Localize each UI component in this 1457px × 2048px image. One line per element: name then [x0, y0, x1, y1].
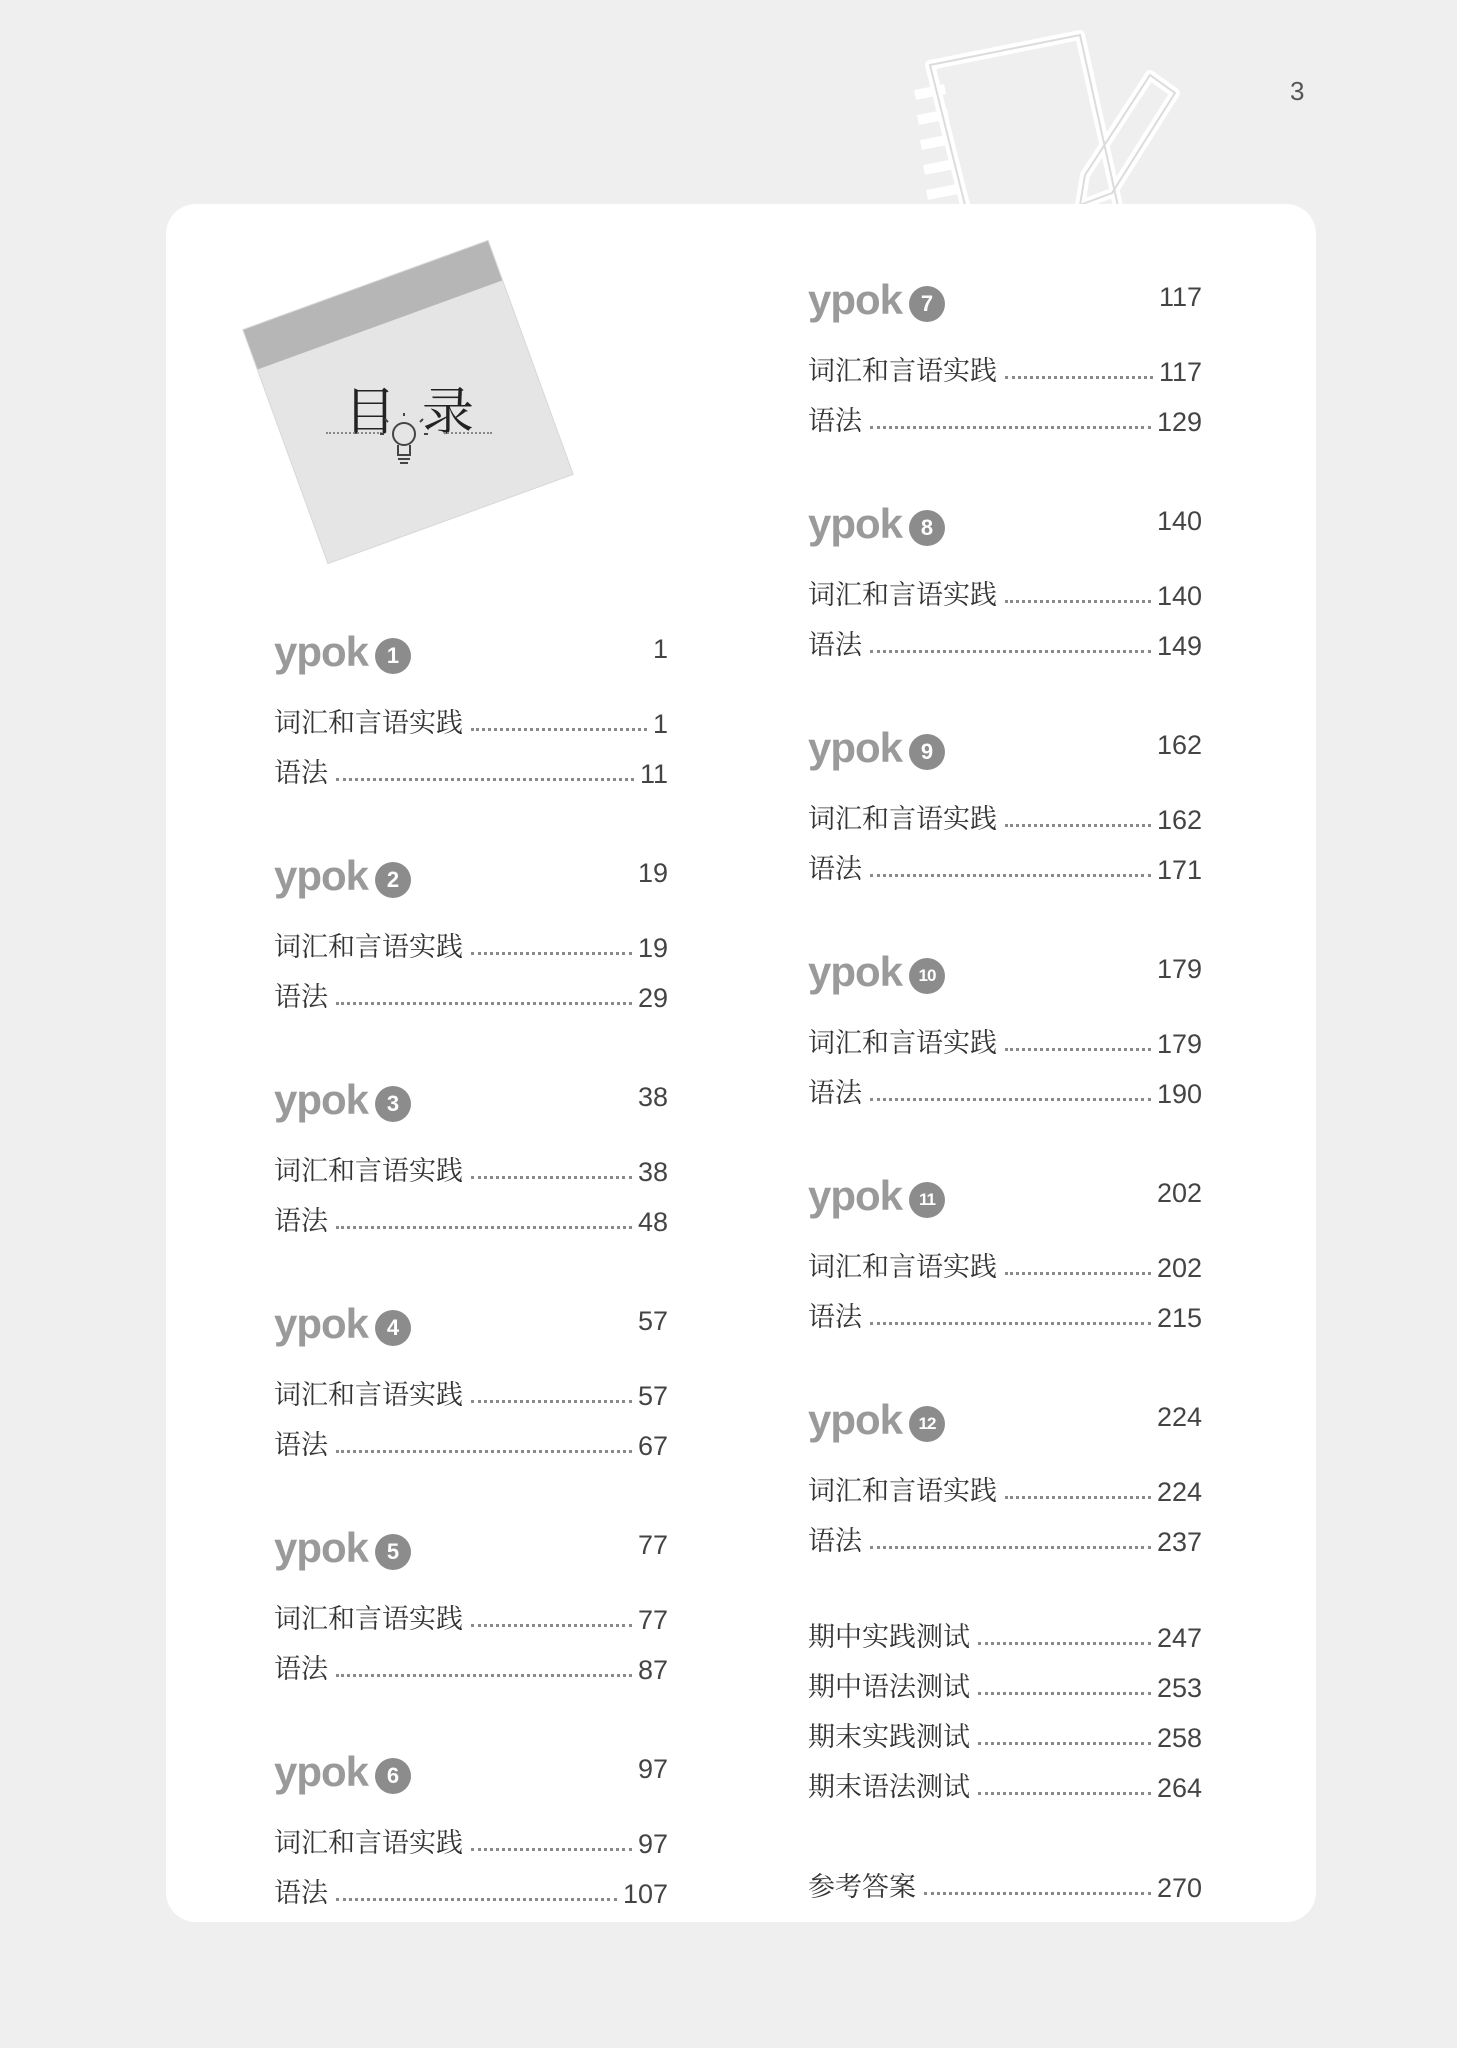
toc-unit — [274, 1300, 668, 1524]
unit-heading[interactable] — [274, 1524, 668, 1586]
entry-label: 词汇和言语实践 — [274, 932, 463, 963]
unit-heading[interactable] — [274, 852, 668, 914]
entry-page-number: 264 — [1156, 1773, 1202, 1803]
toc-unit — [808, 1396, 1202, 1620]
dot-leader — [978, 1692, 1151, 1695]
entry-page-number: 87 — [637, 1655, 668, 1685]
toc-unit — [274, 852, 668, 1076]
unit-page-number: 179 — [1156, 954, 1202, 984]
unit-word: ypok — [808, 276, 903, 323]
dot-leader — [471, 1848, 632, 1851]
toc-entry[interactable] — [808, 388, 1202, 438]
entry-label: 词汇和言语实践 — [274, 1380, 463, 1411]
entry-label: 词汇和言语实践 — [808, 1476, 997, 1507]
tests-list — [808, 1604, 1202, 1804]
entry-label: 期末语法测试 — [808, 1772, 970, 1803]
unit-word: ypok — [808, 500, 903, 547]
entry-label: 词汇和言语实践 — [808, 356, 997, 387]
entry-page-number: 67 — [637, 1431, 668, 1461]
dot-leader — [924, 1892, 1151, 1895]
dot-leader — [978, 1642, 1151, 1645]
page-number: 3 — [1290, 76, 1305, 106]
unit-heading[interactable] — [274, 628, 668, 690]
dot-leader — [336, 778, 634, 781]
entry-page-number: 129 — [1156, 407, 1202, 437]
unit-number-badge: 5 — [375, 1534, 411, 1570]
unit-number-badge: 6 — [375, 1758, 411, 1794]
dot-leader — [978, 1792, 1151, 1795]
unit-word: ypok — [274, 1300, 369, 1347]
toc-entry[interactable] — [274, 1810, 668, 1860]
entry-page-number: 202 — [1156, 1253, 1202, 1283]
unit-number-badge: 7 — [909, 286, 945, 322]
unit-number-badge: 9 — [909, 734, 945, 770]
toc-entry[interactable] — [274, 1362, 668, 1412]
dot-leader — [471, 1176, 632, 1179]
entry-label: 语法 — [274, 982, 328, 1013]
unit-number-badge: 2 — [375, 862, 411, 898]
entry-page-number: 140 — [1156, 581, 1202, 611]
toc-unit — [274, 628, 668, 852]
entry-page-number: 29 — [637, 983, 668, 1013]
toc-unit — [808, 724, 1202, 948]
unit-heading[interactable] — [274, 1300, 668, 1362]
toc-entry[interactable] — [808, 562, 1202, 612]
answers-list — [808, 1854, 1202, 1904]
toc-right-column — [808, 276, 1202, 1620]
unit-number-badge: 10 — [909, 958, 945, 994]
entry-label: 词汇和言语实践 — [808, 1252, 997, 1283]
dot-leader — [1005, 1048, 1151, 1051]
dot-leader — [1005, 376, 1153, 379]
dot-leader — [1005, 600, 1151, 603]
title-dots-left — [326, 432, 382, 434]
unit-heading[interactable] — [808, 948, 1202, 1010]
toc-entry[interactable] — [274, 690, 668, 740]
unit-number-badge: 3 — [375, 1086, 411, 1122]
unit-heading[interactable] — [808, 500, 1202, 562]
entry-label: 词汇和言语实践 — [808, 1028, 997, 1059]
entry-page-number: 224 — [1156, 1477, 1202, 1507]
unit-heading[interactable] — [274, 1748, 668, 1810]
entry-label: 语法 — [808, 1078, 862, 1109]
toc-unit — [274, 1748, 668, 1972]
unit-number-badge: 12 — [909, 1406, 945, 1442]
lightbulb-icon — [378, 412, 430, 472]
entry-page-number: 190 — [1156, 1079, 1202, 1109]
entry-page-number: 77 — [637, 1605, 668, 1635]
dot-leader — [471, 952, 632, 955]
toc-entry[interactable] — [274, 964, 668, 1014]
toc-entry[interactable] — [274, 1636, 668, 1686]
entry-page-number: 179 — [1156, 1029, 1202, 1059]
answers-entry[interactable] — [808, 1854, 1202, 1904]
entry-page-number: 237 — [1156, 1527, 1202, 1557]
unit-number-badge: 11 — [909, 1182, 945, 1218]
entry-page-number: 171 — [1156, 855, 1202, 885]
unit-word: ypok — [808, 1396, 903, 1443]
unit-page-number: 77 — [637, 1530, 668, 1560]
toc-entry[interactable] — [808, 1010, 1202, 1060]
toc-unit — [808, 500, 1202, 724]
unit-word: ypok — [808, 1172, 903, 1219]
unit-page-number: 117 — [1158, 282, 1202, 312]
dot-leader — [870, 1546, 1151, 1549]
entry-page-number: 270 — [1156, 1873, 1202, 1903]
unit-page-number: 162 — [1156, 730, 1202, 760]
unit-page-number: 38 — [637, 1082, 668, 1112]
unit-word: ypok — [274, 628, 369, 675]
unit-page-number: 1 — [652, 634, 668, 664]
dot-leader — [978, 1742, 1151, 1745]
toc-title: 目录 — [343, 383, 500, 443]
entry-page-number: 253 — [1156, 1673, 1202, 1703]
toc-entry[interactable] — [274, 1412, 668, 1462]
unit-word: ypok — [274, 1524, 369, 1571]
dot-leader — [471, 728, 647, 731]
toc-entry[interactable] — [274, 1860, 668, 1910]
dot-leader — [870, 650, 1151, 653]
unit-heading[interactable] — [808, 276, 1202, 338]
entry-page-number: 97 — [637, 1829, 668, 1859]
toc-unit — [808, 276, 1202, 500]
title-dots-right — [444, 432, 492, 434]
dot-leader — [336, 1226, 632, 1229]
entry-label: 期中语法测试 — [808, 1672, 970, 1703]
test-entry[interactable] — [808, 1754, 1202, 1804]
unit-page-number: 57 — [637, 1306, 668, 1336]
unit-page-number: 97 — [637, 1754, 668, 1784]
unit-page-number: 19 — [637, 858, 668, 888]
entry-label: 语法 — [808, 854, 862, 885]
entry-label: 期中实践测试 — [808, 1622, 970, 1653]
entry-label: 语法 — [274, 1430, 328, 1461]
toc-entry[interactable] — [808, 338, 1202, 388]
toc-entry[interactable] — [808, 1508, 1202, 1558]
unit-heading[interactable] — [274, 1076, 668, 1138]
toc-unit — [808, 948, 1202, 1172]
dot-leader — [1005, 1496, 1151, 1499]
unit-heading[interactable] — [808, 1396, 1202, 1458]
entry-page-number: 48 — [637, 1207, 668, 1237]
toc-unit — [808, 1172, 1202, 1396]
entry-label: 参考答案 — [808, 1872, 916, 1903]
toc-entry[interactable] — [808, 1284, 1202, 1334]
toc-entry[interactable] — [274, 1138, 668, 1188]
entry-page-number: 162 — [1156, 805, 1202, 835]
test-entry[interactable] — [808, 1704, 1202, 1754]
entry-label: 语法 — [808, 630, 862, 661]
entry-page-number: 38 — [637, 1157, 668, 1187]
entry-label: 语法 — [274, 1878, 328, 1909]
entry-label: 语法 — [808, 1526, 862, 1557]
toc-entry[interactable] — [808, 1234, 1202, 1284]
entry-page-number: 247 — [1156, 1623, 1202, 1653]
dot-leader — [870, 1322, 1151, 1325]
unit-page-number: 202 — [1156, 1178, 1202, 1208]
entry-page-number: 11 — [639, 759, 668, 789]
entry-label: 词汇和言语实践 — [274, 1828, 463, 1859]
unit-heading[interactable] — [808, 1172, 1202, 1234]
toc-entry[interactable] — [274, 1188, 668, 1238]
toc-entry[interactable] — [274, 1586, 668, 1636]
unit-word: ypok — [274, 852, 369, 899]
dot-leader — [336, 1450, 632, 1453]
toc-entry[interactable] — [808, 836, 1202, 886]
unit-number-badge: 4 — [375, 1310, 411, 1346]
entry-label: 语法 — [274, 1206, 328, 1237]
dot-leader — [336, 1898, 617, 1901]
entry-page-number: 117 — [1158, 357, 1202, 387]
toc-unit — [274, 1076, 668, 1300]
test-entry[interactable] — [808, 1654, 1202, 1704]
toc-entry[interactable] — [808, 612, 1202, 662]
entry-label: 期末实践测试 — [808, 1722, 970, 1753]
dot-leader — [870, 1098, 1151, 1101]
toc-entry[interactable] — [808, 786, 1202, 836]
notebook-pencil-decoration — [890, 25, 1180, 225]
entry-page-number: 107 — [622, 1879, 668, 1909]
toc-entry[interactable] — [274, 740, 668, 790]
entry-page-number: 57 — [637, 1381, 668, 1411]
test-entry[interactable] — [808, 1604, 1202, 1654]
toc-entry[interactable] — [274, 914, 668, 964]
dot-leader — [1005, 824, 1151, 827]
dot-leader — [336, 1674, 632, 1677]
dot-leader — [471, 1624, 632, 1627]
unit-number-badge: 8 — [909, 510, 945, 546]
dot-leader — [870, 426, 1151, 429]
entry-label: 语法 — [274, 1654, 328, 1685]
entry-page-number: 19 — [637, 933, 668, 963]
unit-page-number: 224 — [1156, 1402, 1202, 1432]
toc-entry[interactable] — [808, 1060, 1202, 1110]
unit-page-number: 140 — [1156, 506, 1202, 536]
dot-leader — [870, 874, 1151, 877]
unit-word: ypok — [274, 1076, 369, 1123]
dot-leader — [1005, 1272, 1151, 1275]
entry-label: 词汇和言语实践 — [274, 1156, 463, 1187]
entry-page-number: 1 — [652, 709, 668, 739]
entry-label: 语法 — [808, 1302, 862, 1333]
entry-page-number: 258 — [1156, 1723, 1202, 1753]
toc-unit — [274, 1524, 668, 1748]
entry-label: 词汇和言语实践 — [274, 1604, 463, 1635]
entry-label: 词汇和言语实践 — [274, 708, 463, 739]
entry-label: 语法 — [274, 758, 328, 789]
entry-page-number: 149 — [1156, 631, 1202, 661]
entry-label: 词汇和言语实践 — [808, 804, 997, 835]
unit-number-badge: 1 — [375, 638, 411, 674]
dot-leader — [471, 1400, 632, 1403]
entry-label: 词汇和言语实践 — [808, 580, 997, 611]
unit-word: ypok — [808, 724, 903, 771]
entry-label: 语法 — [808, 406, 862, 437]
unit-word: ypok — [274, 1748, 369, 1795]
toc-left-column — [274, 628, 668, 1972]
entry-page-number: 215 — [1156, 1303, 1202, 1333]
unit-heading[interactable] — [808, 724, 1202, 786]
dot-leader — [336, 1002, 632, 1005]
toc-entry[interactable] — [808, 1458, 1202, 1508]
unit-word: ypok — [808, 948, 903, 995]
